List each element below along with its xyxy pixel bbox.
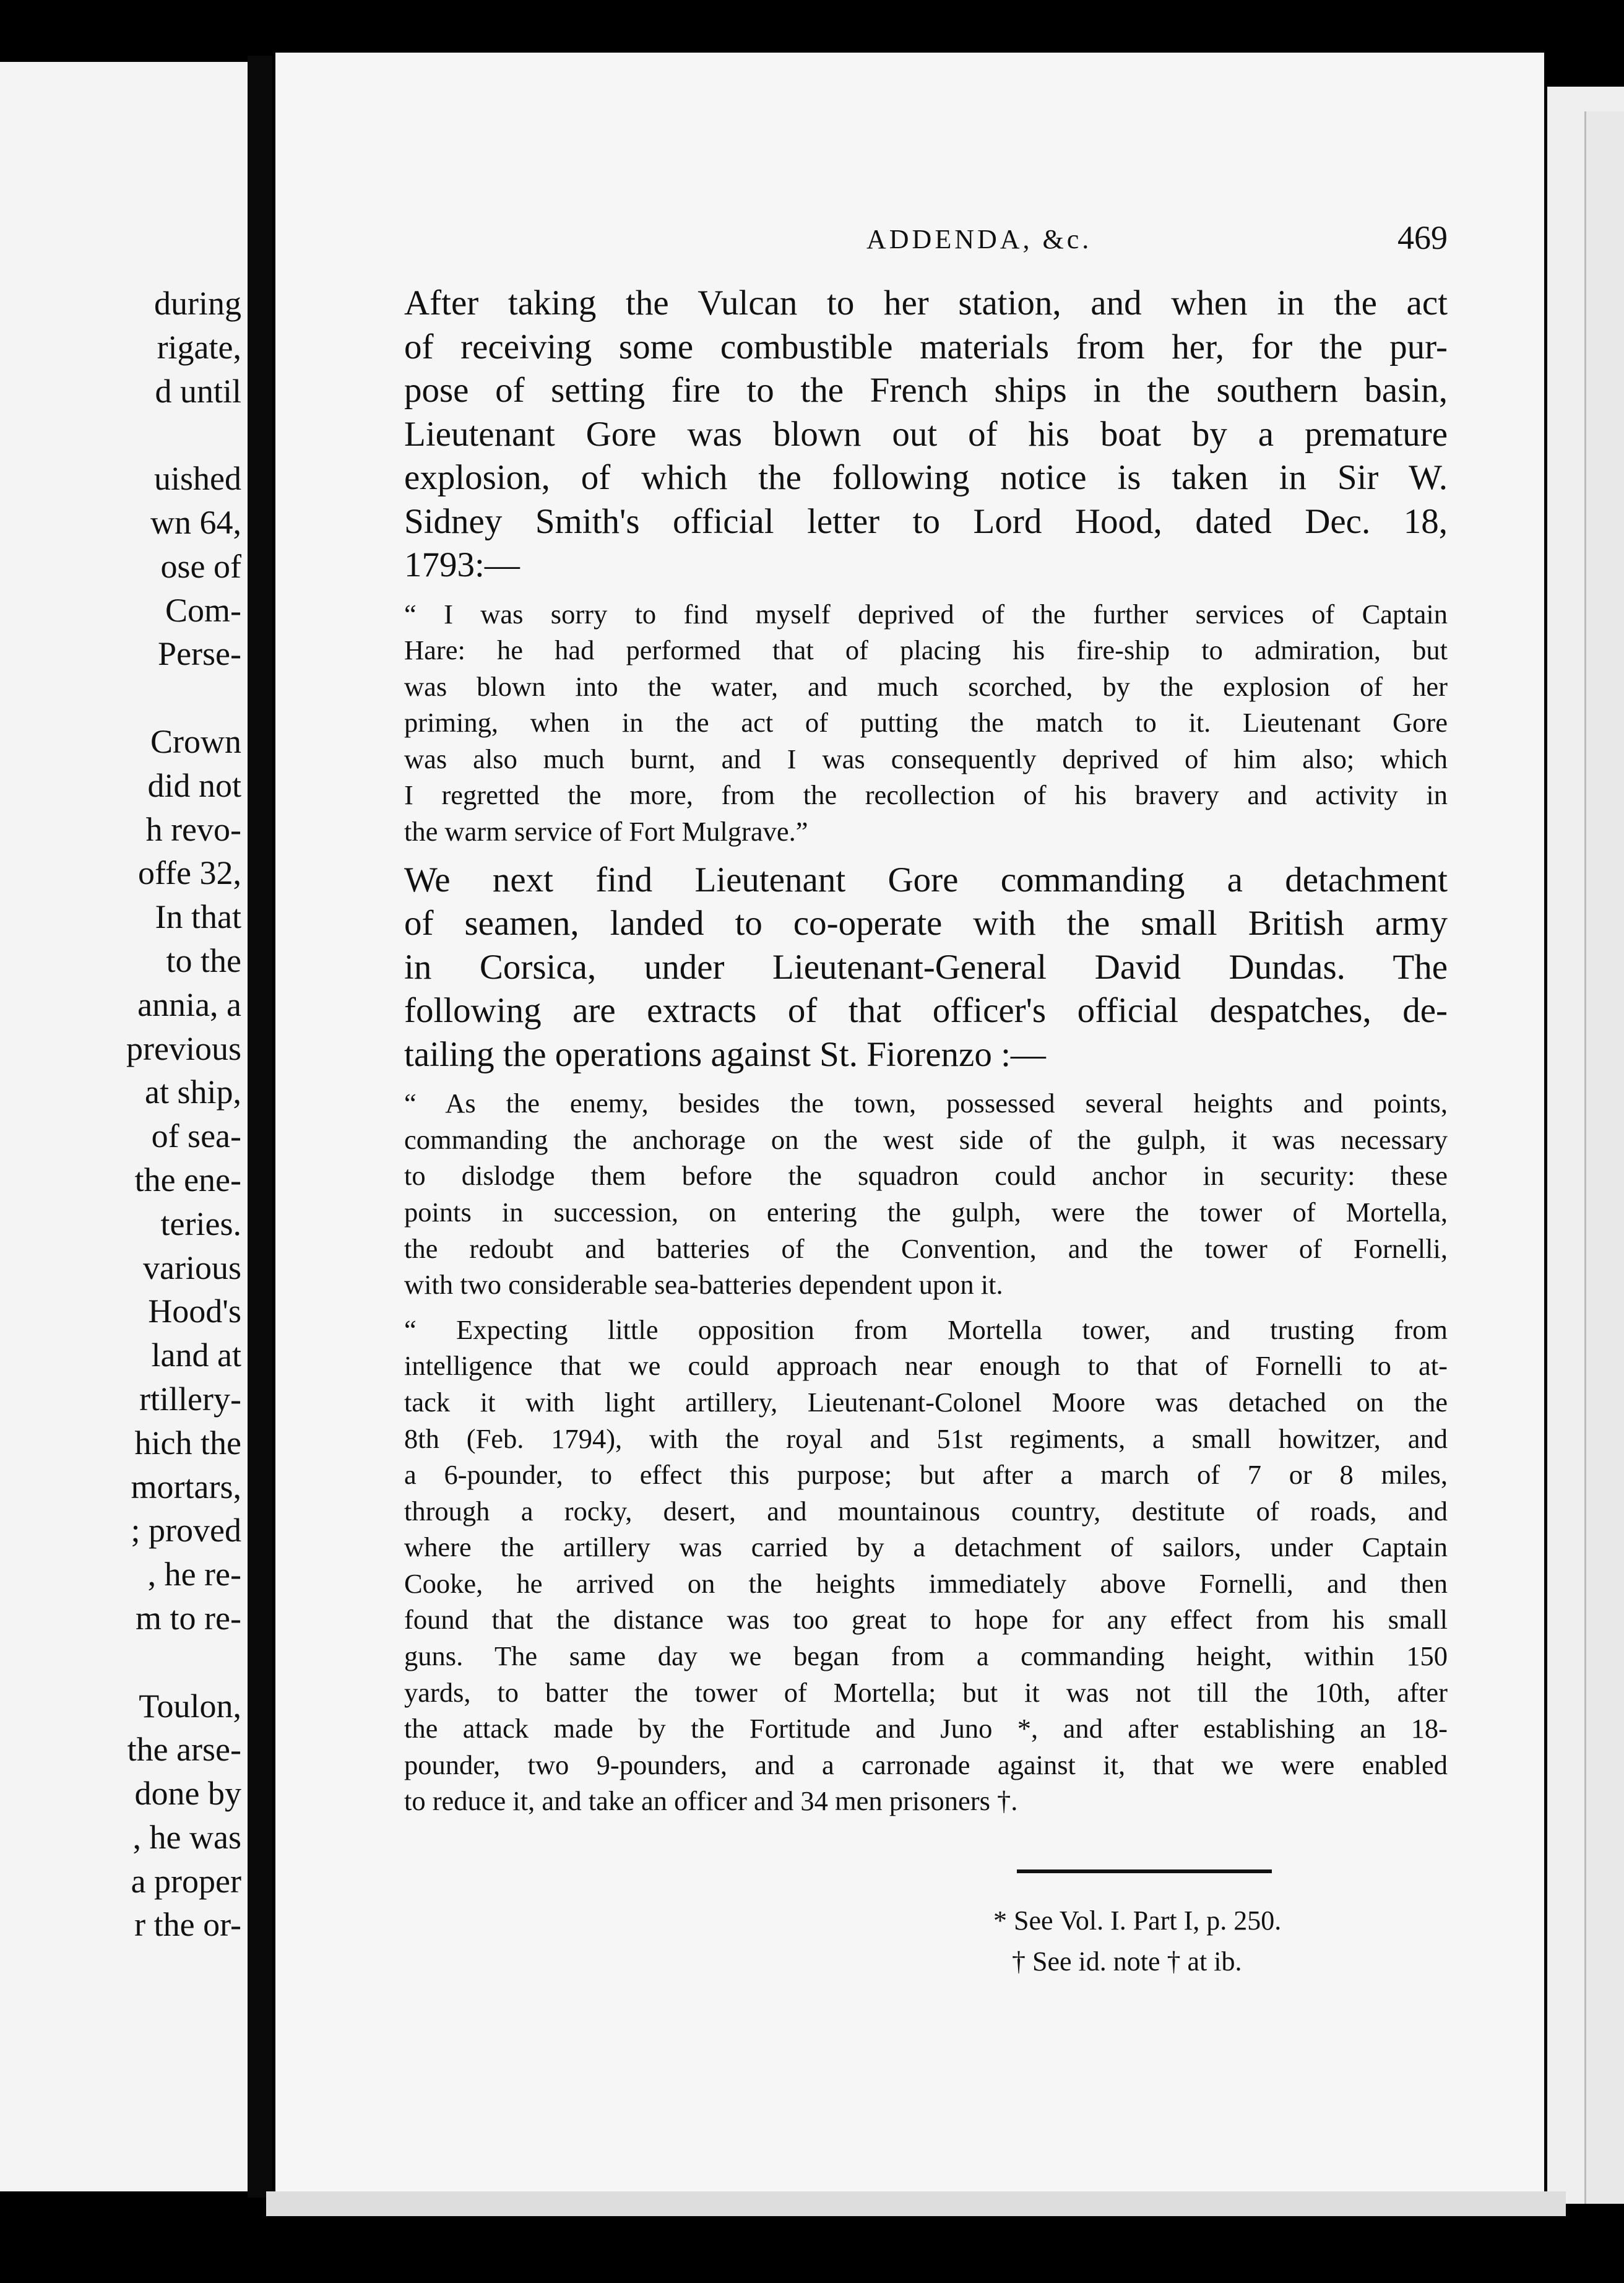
quote-line: pounder, two 9-pounders, and a carronade against it, that we were enabled (404, 1749, 1448, 1780)
quote-captain-hare (404, 596, 1448, 850)
left-page-line: the ene- (134, 1161, 241, 1198)
quote-line: yards, to batter the tower of Mortella; but it was not till the 10th, after (404, 1676, 1448, 1708)
left-page-line: d until (155, 372, 241, 410)
left-page-line (0, 413, 241, 457)
text-line: Lieutenant Gore was blown out of his boat by a premature (404, 414, 1448, 454)
footnotes (993, 1900, 1488, 1982)
left-page-line: hich the (134, 1424, 241, 1462)
left-page-text-column (0, 282, 241, 1947)
left-page-line: rigate, (157, 328, 241, 366)
left-page-line: annia, a (137, 986, 241, 1023)
left-page-line: at ship, (145, 1073, 241, 1111)
left-page-line: r the or- (134, 1906, 241, 1944)
quote-line: 8th (Feb. 1794), with the royal and 51st regiments, a small howitzer, and (404, 1423, 1448, 1454)
quote-line: a 6-pounder, to effect this purpose; but after a march of 7 or 8 miles, (404, 1459, 1448, 1491)
page-body (404, 282, 1448, 1819)
quote-line: Hare: he had performed that of placing his fire-ship to admiration, but (404, 635, 1448, 666)
quote-line: with two considerable sea-batteries dependent upon it. (404, 1269, 1003, 1301)
left-page-line: the arse- (127, 1731, 241, 1769)
left-page-line: teries. (160, 1205, 241, 1242)
quote-line: intelligence that we could approach near enough to that of Fornelli to at- (404, 1350, 1448, 1382)
paragraph-vulcan (404, 282, 1448, 587)
text-line: of receiving some combustible materials from her, for the pur- (404, 327, 1448, 366)
text-line: of seamen, landed to co-operate with the small British army (404, 904, 1448, 943)
left-page-line: uished (154, 460, 241, 498)
page-number: 469 (1397, 219, 1448, 256)
left-page-line: h revo- (145, 810, 241, 848)
paragraph-corsica (404, 859, 1448, 1077)
quote-line: found that the distance was too great to hope for any effect from his small (404, 1604, 1448, 1635)
text-line: 1793:— (404, 545, 520, 584)
left-page-fragment (0, 62, 248, 2191)
quote-line: tack it with light artillery, Lieutenant-Colonel Moore was detached on the (404, 1386, 1448, 1418)
text-line: in Corsica, under Lieutenant-General David Dundas. The (404, 947, 1448, 987)
quote-line: the attack made by the Fortitude and Juno *, and after establishing an 18- (404, 1713, 1448, 1744)
quote-line: “ I was sorry to find myself deprived of the further services of Captain (404, 598, 1448, 630)
page-edge-strip-inner (1584, 111, 1624, 2204)
text-line: After taking the Vulcan to her station, and when in the act (404, 284, 1448, 323)
quote-line: the redoubt and batteries of the Convention, and the tower of Fornelli, (404, 1232, 1448, 1264)
text-line: tailing the operations against St. Fiorenzo :— (404, 1034, 1046, 1074)
right-page (275, 53, 1544, 2204)
left-page-line: rtillery- (139, 1380, 241, 1418)
footnote-1: * See Vol. I. Part I, p. 250. (993, 1905, 1282, 1936)
left-page-line: wn 64, (150, 503, 241, 541)
quote-line: Cooke, he arrived on the heights immediately above Fornelli, and then (404, 1567, 1448, 1599)
quote-line: points in succession, on entering the gulph, were the tower of Mortella, (404, 1196, 1448, 1228)
left-page-line: , he re- (147, 1556, 241, 1593)
left-page-line: mortars, (131, 1468, 241, 1505)
quote-line: was also much burnt, and I was consequently deprived of him also; which (404, 743, 1448, 774)
quote-line: I regretted the more, from the recollection of his bravery and activity in (404, 779, 1448, 811)
page-header (399, 219, 1448, 268)
left-page-line: ose of (160, 547, 241, 585)
left-page-line: Crown (150, 722, 241, 760)
footnote-2: † See id. note † at ib. (1012, 1946, 1242, 1977)
quote-enemy-heights (404, 1085, 1448, 1303)
text-line: Sidney Smith's official letter to Lord Hood, dated Dec. 18, (404, 501, 1448, 541)
book-gutter (248, 56, 272, 2198)
text-line: explosion, of which the following notice is taken in Sir W. (404, 458, 1448, 497)
left-page-line: various (143, 1249, 241, 1286)
left-page-line: Perse- (158, 635, 241, 673)
text-line: We next find Lieutenant Gore commanding a detachment (404, 860, 1448, 899)
left-page-line (0, 1640, 241, 1684)
quote-line: “ As the enemy, besides the town, possessed several heights and points, (404, 1088, 1448, 1119)
quote-line: to dislodge them before the squadron could anchor in security: these (404, 1160, 1448, 1192)
quote-line: where the artillery was carried by a detachment of sailors, under Captain (404, 1531, 1448, 1563)
text-line: following are extracts of that officer's official despatches, de- (404, 991, 1448, 1031)
quote-line: “ Expecting little opposition from Mortella tower, and trusting from (404, 1314, 1448, 1345)
page-bottom-edge (266, 2191, 1566, 2216)
left-page-line: during (154, 285, 241, 322)
left-page-line: previous (126, 1029, 241, 1067)
left-page-line (0, 676, 241, 720)
quote-line: was blown into the water, and much scorched, by the explosion of her (404, 670, 1448, 702)
quote-line: commanding the anchorage on the west side of the gulph, it was necessary (404, 1124, 1448, 1155)
quote-line: priming, when in the act of putting the match to it. Lieutenant Gore (404, 707, 1448, 739)
left-page-line: , he was (132, 1818, 241, 1856)
quote-line: to reduce it, and take an officer and 34 men prisoners †. (404, 1785, 1018, 1817)
quote-mortella-tower (404, 1312, 1448, 1819)
left-page-line: offe 32, (138, 854, 241, 892)
text-line: pose of setting fire to the French ships in the southern basin, (404, 371, 1448, 410)
left-page-line: land at (151, 1336, 241, 1374)
quote-line: the warm service of Fort Mulgrave.” (404, 816, 808, 847)
left-page-line: did not (147, 766, 241, 804)
left-page-line: m to re- (136, 1599, 241, 1637)
left-page-line: ; proved (131, 1512, 241, 1549)
running-head: ADDENDA, &c. (866, 224, 1092, 254)
footnote-rule (1017, 1869, 1272, 1873)
left-page-line: Hood's (148, 1293, 241, 1330)
left-page-line: Toulon, (139, 1687, 241, 1725)
quote-line: through a rocky, desert, and mountainous country, destitute of roads, and (404, 1495, 1448, 1527)
left-page-line: In that (155, 898, 241, 936)
left-page-line: done by (134, 1775, 241, 1813)
left-page-line: of sea- (151, 1117, 241, 1155)
quote-line: guns. The same day we began from a commanding height, within 150 (404, 1640, 1448, 1672)
left-page-line: a proper (131, 1862, 241, 1900)
left-page-line: to the (166, 942, 241, 979)
left-page-line: Com- (165, 591, 241, 629)
